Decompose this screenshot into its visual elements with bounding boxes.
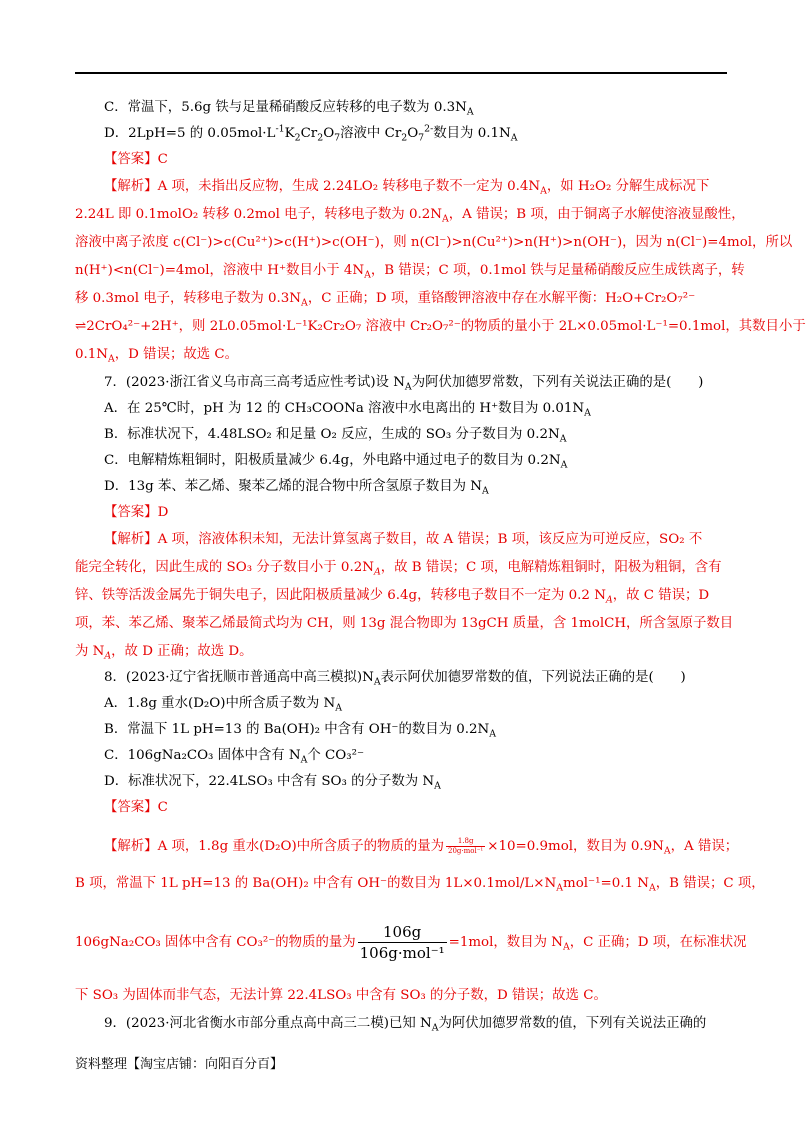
- q7-option-b: B．标准状况下，4.48LSO₂ 和足量 O₂ 反应，生成的 SO₃ 分子数目为 $0.2N_A$: [104, 427, 567, 445]
- q8-analysis-line-2: B 项，常温下 1L pH=13 的 Ba(OH)₂ 中含有 OH⁻的数目为 $1L\times 0.1mol/L\times N_Amol^{-1}=0.1$ $N_A$，B 错误；C 项，: [75, 876, 765, 894]
- q8-option-c: C．106gNa₂CO₃ 固体中含有 $N_A$个 CO₃²⁻: [104, 748, 365, 766]
- q7-analysis-line-4: 项，苯、苯乙烯、聚苯乙烯最简式均为 CH，则 13g 混合物即为 13gCH 质量，含 1molCH，所含氢原子数目: [75, 616, 734, 631]
- q6-analysis-line-6: ⇌2CrO₄²⁻+2H⁺，则 2L0.05mol·L⁻¹K₂Cr₂O₇ 溶液中 Cr₂O₇²⁻的物质的量小于 2L×0.05mol·L⁻¹=0.1mol，其数目小于: [75, 319, 806, 334]
- q8-option-a: A．1.8g 重水(D₂O)中所含质子数为 $N_A$: [104, 696, 342, 714]
- q6-analysis-line-4: n(H⁺)<n(Cl⁻)=4mol，溶液中 H⁺数目小于 $4N_A$，B 错误；C 项，0.1mol 铁与足量稀硝酸反应生成铁离子，转: [75, 263, 745, 281]
- q7-analysis-line-5: 为 $N_A$，故 D 正确；故选 D。: [75, 644, 253, 662]
- q6-option-d: D．2LpH=5 的 $0.05mol\cdot L^{-1}K_2Cr_2O_7$溶液中 $Cr_2O_7^{2-}$数目为 $0.1N_A$: [104, 123, 518, 144]
- q9-stem: 9．(2023·河北省衡水市部分重点高中高三二模)已知 $N_A$为阿伏加德罗常数的值，下列有关说法正确的: [104, 1016, 707, 1034]
- q8-option-d: D．标准状况下，22.4LSO₃ 中含有 SO₃ 的分子数为 $N_A$: [104, 774, 441, 792]
- q7-analysis-line-3: 锌、铁等活泼金属先于铜失电子，因此阳极质量减少 6.4g，转移电子数目不一定为 0.2 $N_A$，故 C 错误；D: [75, 588, 710, 606]
- header-rule: [75, 72, 727, 74]
- q6-analysis-line-1: 【解析】A 项，未指出反应物，生成 2.24LO₂ 转移电子数不一定为 $0.4N_A$，如 H₂O₂ 分解生成标况下: [104, 179, 710, 197]
- q8-analysis-line-3: 106gNa₂CO₃ 固体中含有 CO₃²⁻的物质的量为 $\frac{106g}{\text{106g·mol⁻¹}}$ =1mol，数目为 $N_A$，C 正确；D 项，在标准状况: [75, 923, 747, 962]
- q8-option-b: B．常温下 1L pH=13 的 Ba(OH)₂ 中含有 OH⁻的数目为 $0.2N_A$: [104, 722, 497, 740]
- q6-answer: 【答案】C: [104, 152, 168, 167]
- q7-stem: 7．(2023·浙江省义乌市高三高考适应性考试)设 $N_A$为阿伏加德罗常数，下列有关说法正确的是( ): [104, 375, 704, 393]
- q6-analysis-line-7: $0.1N_A$，D 错误；故选 C。: [75, 347, 239, 365]
- footer-note: 资料整理【淘宝店铺：向阳百分百】: [75, 1057, 284, 1072]
- q8-answer: 【答案】C: [104, 800, 168, 815]
- q7-answer: 【答案】D: [104, 505, 169, 520]
- q6-analysis-line-3: 溶液中离子浓度 c(Cl⁻)>c(Cu²⁺)>c(H⁺)>c(OH⁻)，则 n(Cl⁻)>n(Cu²⁺)>n(H⁺)>n(OH⁻)，因为 n(Cl⁻)=4mol，所以: [75, 235, 793, 250]
- q6-analysis-line-5: 移 0.3mol 电子，转移电子数为 $0.3N_A$，C 正确；D 项，重铬酸钾溶液中存在水解平衡：H₂O+Cr₂O₇²⁻: [75, 291, 696, 309]
- q7-analysis-line-1: 【解析】A 项，溶液体积未知，无法计算氢离子数目，故 A 错误；B 项，该反应为可逆反应，SO₂ 不: [104, 532, 703, 547]
- q7-option-d: D．13g 苯、苯乙烯、聚苯乙烯的混合物中所含氢原子数目为 $N_A$: [104, 479, 489, 497]
- q8-analysis-line-1: 【解析】A 项，1.8g 重水(D₂O)中所含质子的物质的量为 $\frac{1.8g}{\text{20g·mol⁻¹}}$ ×10=0.9mol，数目为 $0.9N_A$，A 错误；: [104, 837, 739, 857]
- fraction-mass-over-molar-mass: $\frac{1.8g}{\text{20g·mol⁻¹}}$: [448, 837, 484, 855]
- q7-option-a: A．在 25℃时，pH 为 12 的 CH₃COONa 溶液中水电离出的 H⁺数目为 $0.01N_A$: [104, 401, 591, 419]
- q6-analysis-line-2: 2.24L 即 0.1molO₂ 转移 0.2mol 电子，转移电子数为 $0.2N_A$，A 错误；B 项，由于铜离子水解使溶液显酸性，: [75, 207, 745, 225]
- q8-analysis-line-4: 下 SO₃ 为固体而非气态，无法计算 22.4LSO₃ 中含有 SO₃ 的分子数，D 错误；故选 C。: [75, 988, 607, 1003]
- q7-option-c: C．电解精炼粗铜时，阳极质量减少 6.4g，外电路中通过电子的数目为 $0.2N_A$: [104, 453, 568, 471]
- q6-option-c: C．常温下，5.6g 铁与足量稀硝酸反应转移的电子数为 $0.3N_A$: [104, 100, 474, 118]
- fraction-106g-over-molar-mass: $\frac{106g}{\text{106g·mol⁻¹}}$: [359, 923, 445, 962]
- q7-analysis-line-2: 能完全转化，因此生成的 SO₃ 分子数目小于 $0.2N_A$，故 B 错误；C 项，电解精炼粗铜时，阳极为粗铜，含有: [75, 560, 722, 578]
- q8-stem: 8．(2023·辽宁省抚顺市普通高中高三模拟)$N_A$表示阿伏加德罗常数的值，下列说法正确的是( ): [104, 670, 686, 688]
